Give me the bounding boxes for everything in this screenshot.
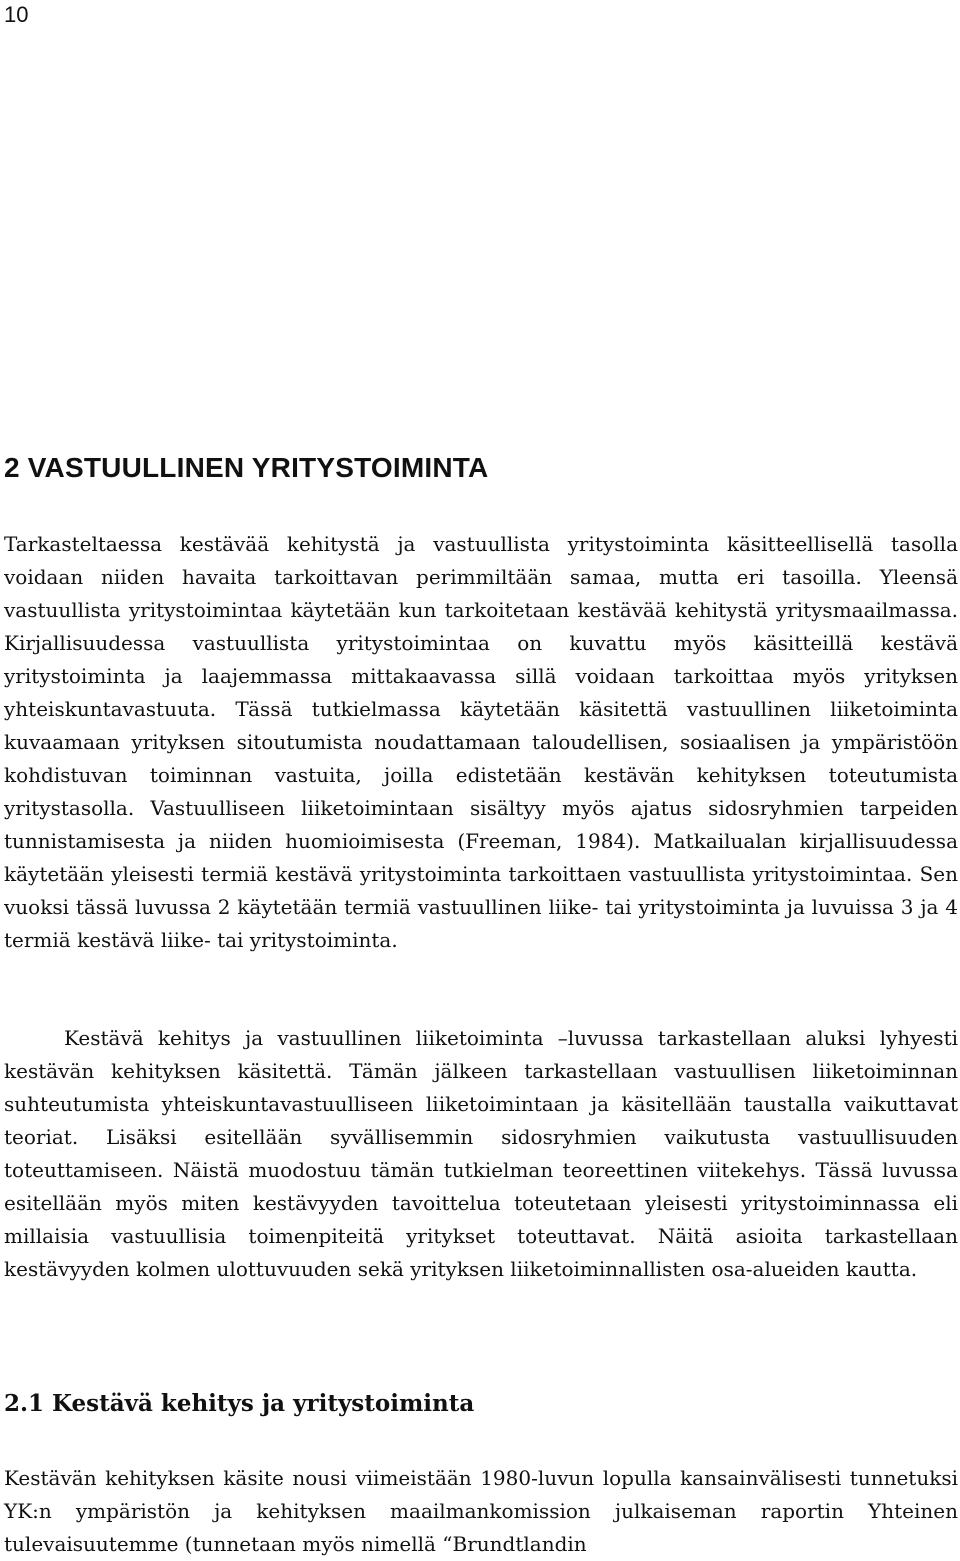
- body-paragraph: Tarkasteltaessa kestävää kehitystä ja vastuullista yritystoiminta käsitteellisellä tasolla voidaan niiden havaita tarkoittavan perimmiltään samaa, mutta eri tasoilla. Yleensä vastuullista yritystoimintaa käytetään kun tarkoitetaan kestävää kehitystä yritysmaailmassa. Kirjallisuudessa vastuullista yritystoimintaa on kuvattu myös käsitteillä kestävä yritystoiminta ja laajemmassa mittakaavassa sillä voidaan tarkoittaa myös yrityksen yhteiskuntavastuuta. Tässä tutkielmassa käytetään käsitettä vastuullinen liiketoiminta kuvaamaan yrityksen sitoutumista noudattamaan taloudellisen, sosiaalisen ja ympäristöön kohdistuvan toiminnan vastuita, joilla edistetään kestävän kehityksen toteutumista yritystasolla. Vastuulliseen liiketoimintaan sisältyy myös ajatus sidosryhmien tarpeiden tunnistamisesta ja niiden huomioimisesta (Freeman, 1984). Matkailualan kirjallisuudessa käytetään yleisesti termiä kestävä yritystoiminta tarkoittaen vastuullista yritystoimintaa. Sen vuoksi tässä luvussa 2 käytetään termiä vastuullinen liike- tai yritystoiminta ja luvuissa 3 ja 4 termiä kestävä liike- tai yritystoiminta.: [4, 532, 958, 952]
- chapter-heading: 2 VASTUULLINEN YRITYSTOIMINTA: [4, 452, 489, 483]
- body-paragraph: Kestävä kehitys ja vastuullinen liiketoiminta –luvussa tarkastellaan aluksi lyhyesti kestävän kehityksen käsitettä. Tämän jälkeen tarkastellaan vastuullisen liiketoiminnan suhteutumista yhteiskuntavastuulliseen liiketoimintaan ja käsitellään taustalla vaikuttavat teoriat. Lisäksi esitellään syvällisemmin sidosryhmien vaikutusta vastuullisuuden toteuttamiseen. Näistä muodostuu tämän tutkielman teoreettinen viitekehys. Tässä luvussa esitellään myös miten kestävyyden tavoittelua toteutetaan yleisesti yritystoiminnassa eli millaisia vastuullisia toimenpiteitä yritykset toteuttavat. Näitä asioita tarkastellaan kestävyyden kolmen ulottuvuuden sekä yrityksen liiketoiminnallisten osa-alueiden kautta.: [4, 1026, 958, 1281]
- body-paragraph: Kestävän kehityksen käsite nousi viimeistään 1980-luvun lopulla kansainvälisesti tunnetuksi YK:n ympäristön ja kehityksen maailmankomission julkaiseman raportin Yhteinen tulevaisuutemme (tunnetaan myös nimellä “Brundtlandin: [4, 1466, 958, 1556]
- section-heading: 2.1 Kestävä kehitys ja yritystoiminta: [4, 1390, 475, 1417]
- page-number: 10: [4, 2, 29, 27]
